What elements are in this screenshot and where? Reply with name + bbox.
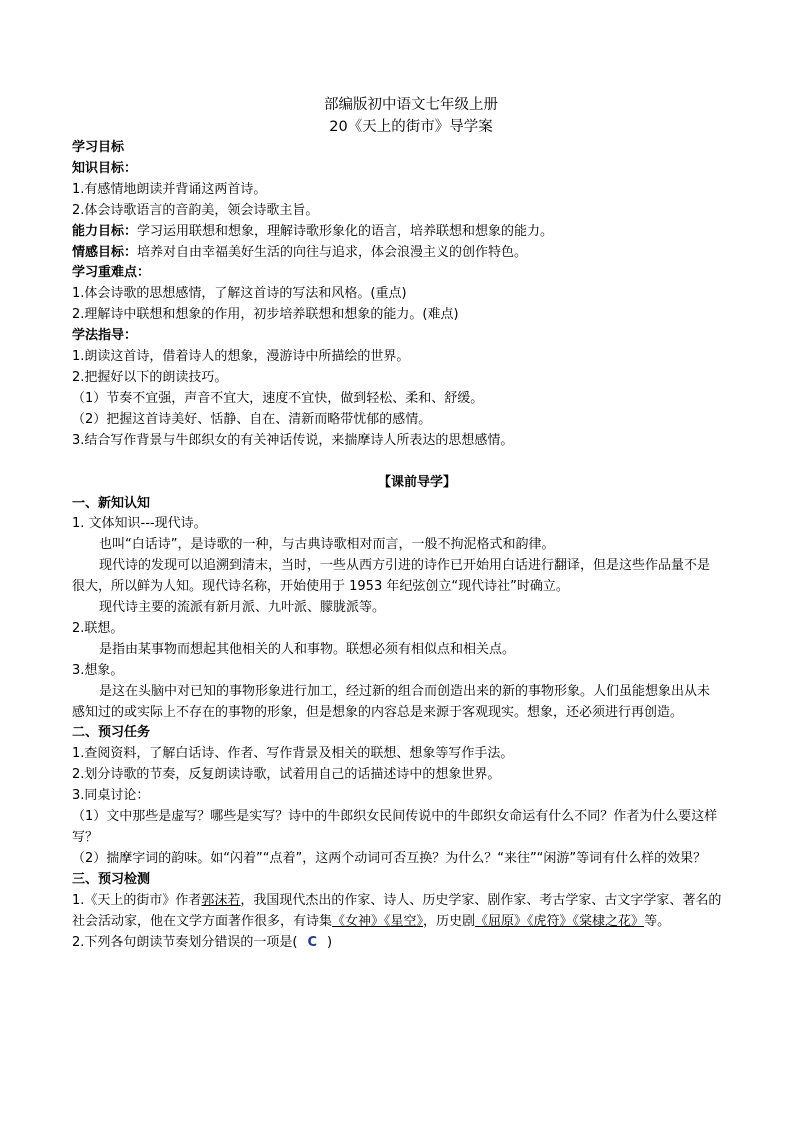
objectives-heading: 学习目标 [72, 140, 125, 155]
knowledge-item-1: 1.有感情地朗读并背诵这两首诗。 [72, 181, 267, 197]
modern-poetry-schools: 现代诗主要的流派有新月派、九叶派、朦胧派等。 [99, 600, 386, 616]
task-1: 1.查阅资料，了解白话诗、作者、写作背景及相关的联想、想象等写作手法。 [72, 746, 514, 762]
preclass-heading: 【课前导学】 [377, 474, 456, 490]
method-heading: 学法指导： [72, 328, 138, 344]
q1-mid2: ，历史剧 [423, 913, 476, 929]
imagination-def: 是这在头脑中对已知的事物形象进行加工，经过新的组合而创造出来的新的事物形象。人们虽能想象出从未感知过的或实际上不存在的事物的形象，但是想象的内容总是来源于客观现实。想象，还必须进行再创造。 [72, 683, 711, 720]
knowledge-item-2: 2.体会诗歌语言的音韵美，领会诗歌主旨。 [72, 202, 319, 218]
q1-mid: ，我国现代杰出的作家、诗人、历史学家、剧作家、考古学家、古文字学家、著名的社会活动家，他在文学方面著作很多，有诗集 [72, 892, 722, 929]
modern-poetry-def: 也叫“白话诗”，是诗歌的一种，与古典诗歌相对而言，一般不拘泥格式和韵律。 [99, 537, 555, 553]
q2-answer: C [307, 934, 318, 950]
task-3: 3.同桌讨论： [72, 788, 150, 804]
emotion-objective [72, 243, 722, 264]
knowledge-label: 知识目标： [72, 160, 138, 176]
doc-title-line1: 部编版初中语文七年级上册 [324, 97, 498, 113]
method-item-5: 3.结合写作背景与牛郎织女的有关神话传说，来揣摩诗人所表达的思想感情。 [72, 432, 514, 448]
method-item-3: （1）节奏不宜强，声音不宜大，速度不宜快，做到轻松、柔和、舒缓。 [72, 390, 484, 406]
check-question-1 [72, 891, 722, 933]
q1-author-answer: 郭沫若 [201, 892, 241, 908]
spacer [72, 452, 722, 473]
association-def: 是指由某事物而想起其他相关的人和事物。联想必须有相似点和相关点。 [99, 641, 516, 657]
doc-title-line2: 20《天上的街市》导学案 [329, 119, 493, 135]
q1-prefix: 1.《天上的街市》作者 [72, 892, 202, 908]
check-question-2 [72, 933, 722, 954]
keypoints-heading: 学习重难点： [72, 265, 151, 281]
q2-prefix: 2.下列各句朗读节奏划分错误的一项是( [72, 934, 298, 950]
section-2-heading: 二、预习任务 [72, 725, 151, 741]
method-item-1: 1.朗读这首诗，借着诗人的想象，漫游诗中所描绘的世界。 [72, 349, 410, 365]
section-1-item-1: 1. 文体知识---现代诗。 [72, 516, 207, 532]
imagination-heading: 3.想象。 [72, 662, 124, 678]
method-item-4: （2）把握这首诗美好、恬静、自在、清新而略带忧郁的感情。 [72, 411, 432, 427]
keypoint-2: 2.理解诗中联想和想象的作用，初步培养联想和想象的能力。(难点) [72, 307, 459, 323]
task-2: 2.划分诗歌的节奏，反复朗读诗歌，试着用自己的话描述诗中的想象世界。 [72, 767, 501, 783]
modern-poetry-history: 现代诗的发现可以追溯到清末，当时，一些从西方引进的诗作已开始用白话进行翻译，但是这些作品量不是很大，所以鲜为人知。现代诗名称，开始使用于 1953 年纪弦创立“现代诗社”时确立。 [72, 558, 711, 595]
q2-end: ) [327, 934, 333, 950]
q1-poems-answer: 《女神》《星空》 [332, 913, 424, 929]
section-3-heading: 三、预习检测 [72, 871, 151, 887]
ability-text: 学习运用联想和想象，理解诗歌形象化的语言，培养联想和想象的能力。 [137, 223, 554, 239]
association-heading: 2.联想。 [72, 620, 124, 636]
emotion-label: 情感目标： [72, 244, 138, 260]
document-page [72, 94, 722, 953]
ability-objective [72, 222, 722, 243]
emotion-text: 培养对自由幸福美好生活的向往与追求，体会浪漫主义的创作特色。 [137, 244, 528, 260]
q1-end: 等。 [644, 913, 671, 929]
task-3-question-1: （1）文中那些是虚写？哪些是实写？诗中的牛郎织女民间传说中的牛郎织女命运有什么不同？作者为什么要这样写？ [72, 809, 718, 845]
ability-label: 能力目标： [72, 223, 138, 239]
task-3-question-2: （2）揣摩字词的韵味。如“闪着”“点着”，这两个动词可否互换？为什么？“来往”“闲游”等词有什么样的效果？ [72, 850, 707, 866]
section-1-heading: 一、新知认知 [72, 495, 151, 511]
q1-plays-answer: 《屈原》《虎符》《棠棣之花》 [475, 913, 645, 929]
keypoint-1: 1.体会诗歌的思想感情，了解这首诗的写法和风格。(重点) [72, 286, 407, 302]
method-item-2: 2.把握好以下的朗读技巧。 [72, 369, 228, 385]
